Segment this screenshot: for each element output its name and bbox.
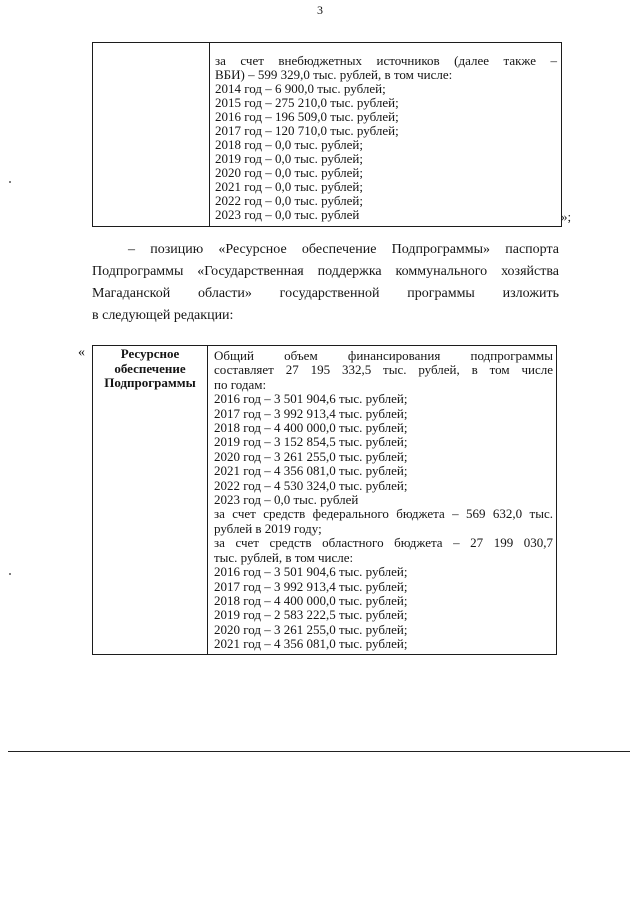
table-line: 2018 год – 4 400 000,0 тыс. рублей;	[214, 420, 408, 436]
table-line: 2023 год – 0,0 тыс. рублей	[214, 492, 359, 508]
table-line: 2021 год – 0,0 тыс. рублей;	[215, 179, 363, 194]
table-line: 2019 год – 3 152 854,5 тыс. рублей;	[214, 434, 408, 450]
table-line: 2023 год – 0,0 тыс. рублей	[215, 207, 360, 222]
page-number: 3	[317, 3, 323, 17]
footer-rule	[8, 751, 630, 752]
table-line: по годам:	[214, 376, 267, 392]
paragraph-line: Подпрограммы «Государственная поддержка коммунального хозяйства	[92, 264, 559, 279]
table-content-cell	[208, 346, 556, 654]
table-line: 2019 год – 2 583 222,5 тыс. рублей;	[214, 607, 408, 623]
label-line: обеспечение	[114, 360, 186, 376]
table-line: 2018 год – 4 400 000,0 тыс. рублей;	[214, 592, 408, 608]
table-line: 2020 год – 3 261 255,0 тыс. рублей;	[214, 621, 408, 637]
table-line: 2014 год – 6 900,0 тыс. рублей;	[215, 81, 386, 96]
table-line: рублей в 2019 году;	[214, 520, 322, 536]
label-line: Подпрограммы	[104, 375, 196, 390]
table-line: 2020 год – 3 261 255,0 тыс. рублей;	[214, 448, 408, 464]
table-line: за счет внебюджетных источников (далее также –	[215, 53, 557, 68]
table-line: 2017 год – 3 992 913,4 тыс. рублей;	[214, 578, 408, 594]
paragraph-line: Магаданской области» государственной программы изложить	[92, 286, 559, 301]
table-line: 2021 год – 4 356 081,0 тыс. рублей;	[214, 463, 408, 479]
table-line: 2017 год – 120 710,0 тыс. рублей;	[215, 123, 399, 138]
closing-quote-mark: »;	[561, 209, 572, 224]
table-content-cell	[210, 43, 561, 226]
table-line: ВБИ) – 599 329,0 тыс. рублей, в том числе:	[215, 67, 453, 82]
scan-speck	[9, 181, 11, 183]
paragraph-line: в следующей редакции:	[92, 308, 234, 323]
table-line: за счет средств федерального бюджета – 569 632,0 тыс.	[214, 506, 553, 522]
table-line: 2022 год – 4 530 324,0 тыс. рублей;	[214, 477, 408, 493]
table-line: за счет средств областного бюджета – 27 199 030,7	[214, 535, 553, 551]
table-line: 2015 год – 275 210,0 тыс. рублей;	[215, 95, 399, 110]
table-line: 2019 год – 0,0 тыс. рублей;	[215, 151, 363, 166]
table-line: 2016 год – 196 509,0 тыс. рублей;	[215, 109, 399, 124]
table-line: Общий объем финансирования подпрограммы	[214, 348, 553, 363]
table-line: 2018 год – 0,0 тыс. рублей;	[215, 137, 363, 152]
table-line: 2016 год – 3 501 904,6 тыс. рублей;	[214, 564, 408, 580]
paragraph-line: – позицию «Ресурсное обеспечение Подпрограммы» паспорта	[128, 242, 559, 257]
label-line: Ресурсное	[120, 346, 180, 361]
table-line: 2016 год – 3 501 904,6 тыс. рублей;	[214, 391, 408, 407]
table-line: 2017 год – 3 992 913,4 тыс. рублей;	[214, 405, 408, 421]
table-label-cell	[93, 346, 208, 654]
resource-support-table	[92, 345, 557, 655]
instruction-paragraph	[92, 239, 559, 327]
opening-quote-mark: «	[78, 345, 85, 360]
table-line: тыс. рублей, в том числе:	[214, 549, 354, 565]
funding-table-continuation	[92, 42, 562, 227]
scan-speck	[9, 573, 11, 575]
table-line: 2022 год – 0,0 тыс. рублей;	[215, 193, 363, 208]
table-label-cell	[93, 43, 210, 226]
table-line: 2021 год – 4 356 081,0 тыс. рублей;	[214, 636, 408, 652]
table-line: составляет 27 195 332,5 тыс. рублей, в том числе	[214, 362, 553, 378]
table-line: 2020 год – 0,0 тыс. рублей;	[215, 165, 363, 180]
